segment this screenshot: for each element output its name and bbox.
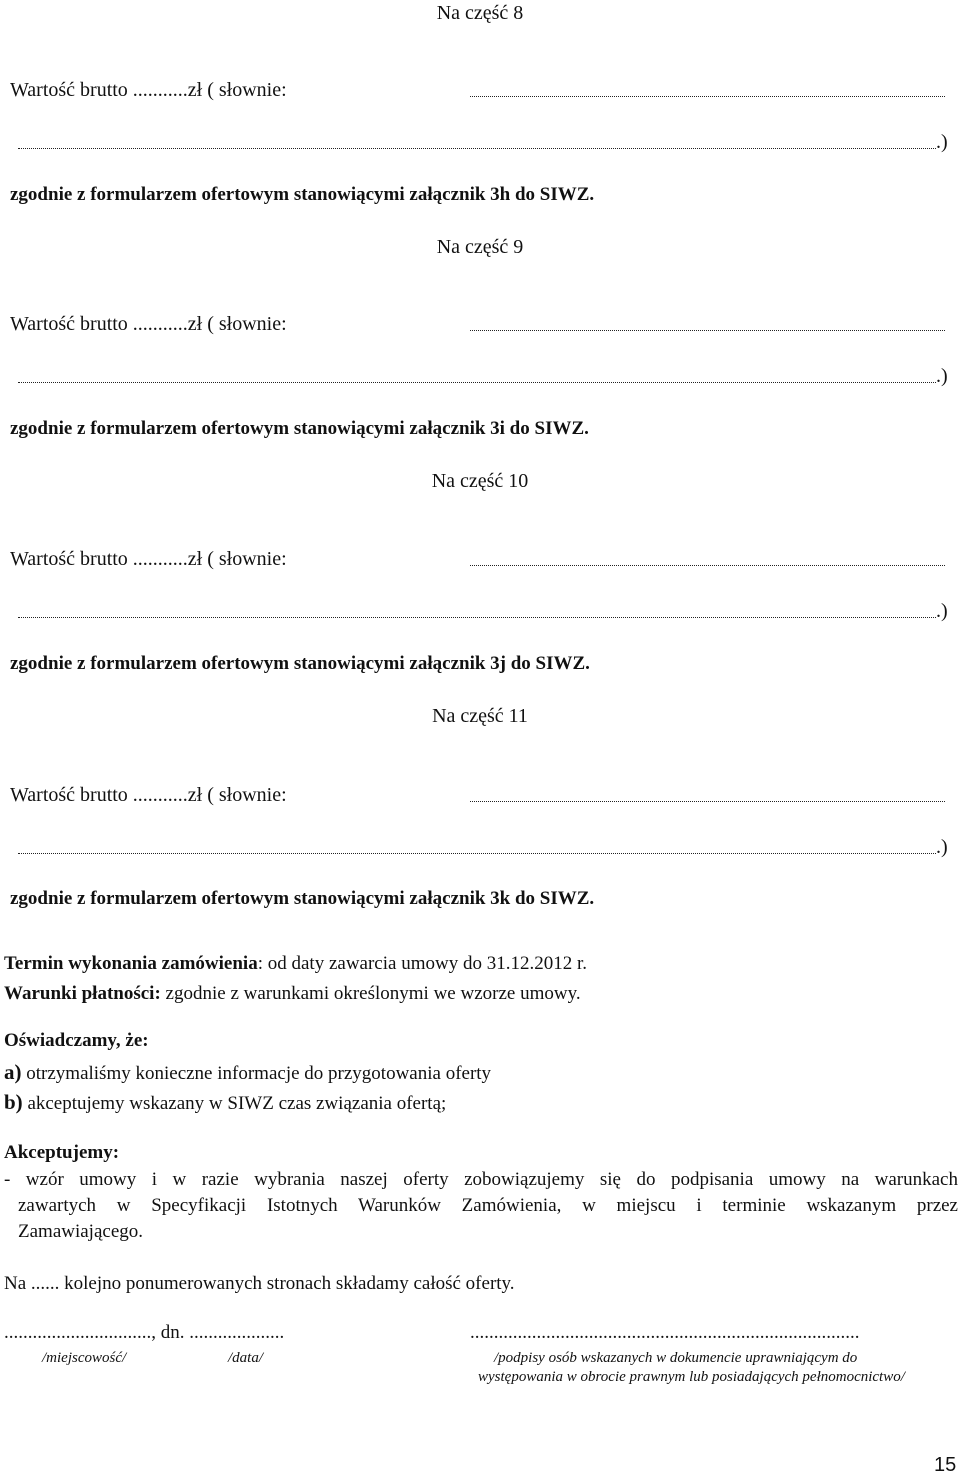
gross-value-line: Wartość brutto ...........zł ( słownie: — [10, 313, 287, 335]
conforming-statement: zgodnie z formularzem ofertowym stanowiącymi załącznik 3h do SIWZ. — [10, 184, 595, 205]
part-heading: Na część 10 — [431, 470, 529, 492]
payment-terms-text: zgodnie z warunkami określonymi we wzorze umowy. — [160, 983, 581, 1004]
gross-value-line: Wartość brutto ...........zł ( słownie: — [10, 784, 287, 806]
completion-deadline — [4, 953, 587, 975]
dotted-fill-line — [470, 565, 945, 566]
pages-statement: Na ...... kolejno ponumerowanych stronach składamy całość oferty. — [4, 1273, 515, 1294]
declaration-item-marker: b) — [4, 1090, 23, 1114]
dotted-fill-line — [18, 382, 936, 383]
acceptance-text-line: - wzór umowy i w razie wybrania naszej oferty zobowiązujemy się do podpisania umowy na warunkach — [4, 1169, 958, 1190]
part-heading: Na część 8 — [436, 2, 524, 24]
dotted-fill-line — [470, 330, 945, 331]
gross-value-line: Wartość brutto ...........zł ( słownie: — [10, 548, 287, 570]
part-heading: Na część 9 — [436, 236, 524, 258]
conforming-statement: zgodnie z formularzem ofertowym stanowiącymi załącznik 3i do SIWZ. — [10, 418, 589, 439]
signature-label: występowania w obrocie prawnym lub posiadających pełnomocnictwo/ — [478, 1369, 905, 1385]
place-label: /miejscowość/ — [42, 1350, 127, 1366]
acceptance-heading: Akceptujemy: — [4, 1142, 120, 1163]
declaration-item-text: akceptujemy wskazany w SIWZ czas związania ofertą; — [27, 1093, 447, 1114]
declaration-heading: Oświadczamy, że: — [4, 1030, 149, 1051]
completion-deadline-text: : od daty zawarcia umowy do 31.12.2012 r. — [257, 953, 587, 974]
completion-deadline-label: Termin wykonania zamówienia — [4, 953, 258, 974]
closing-bracket: .) — [936, 131, 948, 153]
acceptance-text-line: Zamawiającego. — [18, 1221, 144, 1242]
signature-label: /podpisy osób wskazanych w dokumencie uprawniającym do — [494, 1350, 858, 1366]
declaration-item-marker: a) — [4, 1060, 22, 1084]
dotted-fill-line — [18, 617, 936, 618]
dotted-fill-line — [18, 148, 936, 149]
payment-terms — [4, 983, 581, 1005]
part-heading: Na część 11 — [432, 705, 528, 727]
dotted-fill-line — [18, 853, 936, 854]
payment-terms-label: Warunki płatności: — [4, 983, 161, 1004]
dotted-fill-line — [470, 801, 945, 802]
date-label: /data/ — [228, 1350, 264, 1366]
place-date-dots: ..............................., dn. .................... — [4, 1322, 285, 1343]
declaration-item — [4, 1060, 491, 1085]
conforming-statement: zgodnie z formularzem ofertowym stanowiącymi załącznik 3j do SIWZ. — [10, 653, 590, 674]
closing-bracket: .) — [936, 365, 948, 387]
declaration-item-text: otrzymaliśmy konieczne informacje do przygotowania oferty — [26, 1063, 492, 1084]
closing-bracket: .) — [936, 836, 948, 858]
conforming-statement: zgodnie z formularzem ofertowym stanowiącymi załącznik 3k do SIWZ. — [10, 888, 595, 909]
acceptance-text-line: zawartych w Specyfikacji Istotnych Warunków Zamówienia, w miejscu i terminie wskazanym przez — [18, 1195, 958, 1216]
dotted-fill-line — [470, 96, 945, 97]
declaration-item — [4, 1090, 446, 1115]
closing-bracket: .) — [936, 600, 948, 622]
signature-dots: .................................................................................. — [470, 1322, 860, 1343]
gross-value-line: Wartość brutto ...........zł ( słownie: — [10, 79, 287, 101]
page-number: 15 — [934, 1454, 957, 1476]
